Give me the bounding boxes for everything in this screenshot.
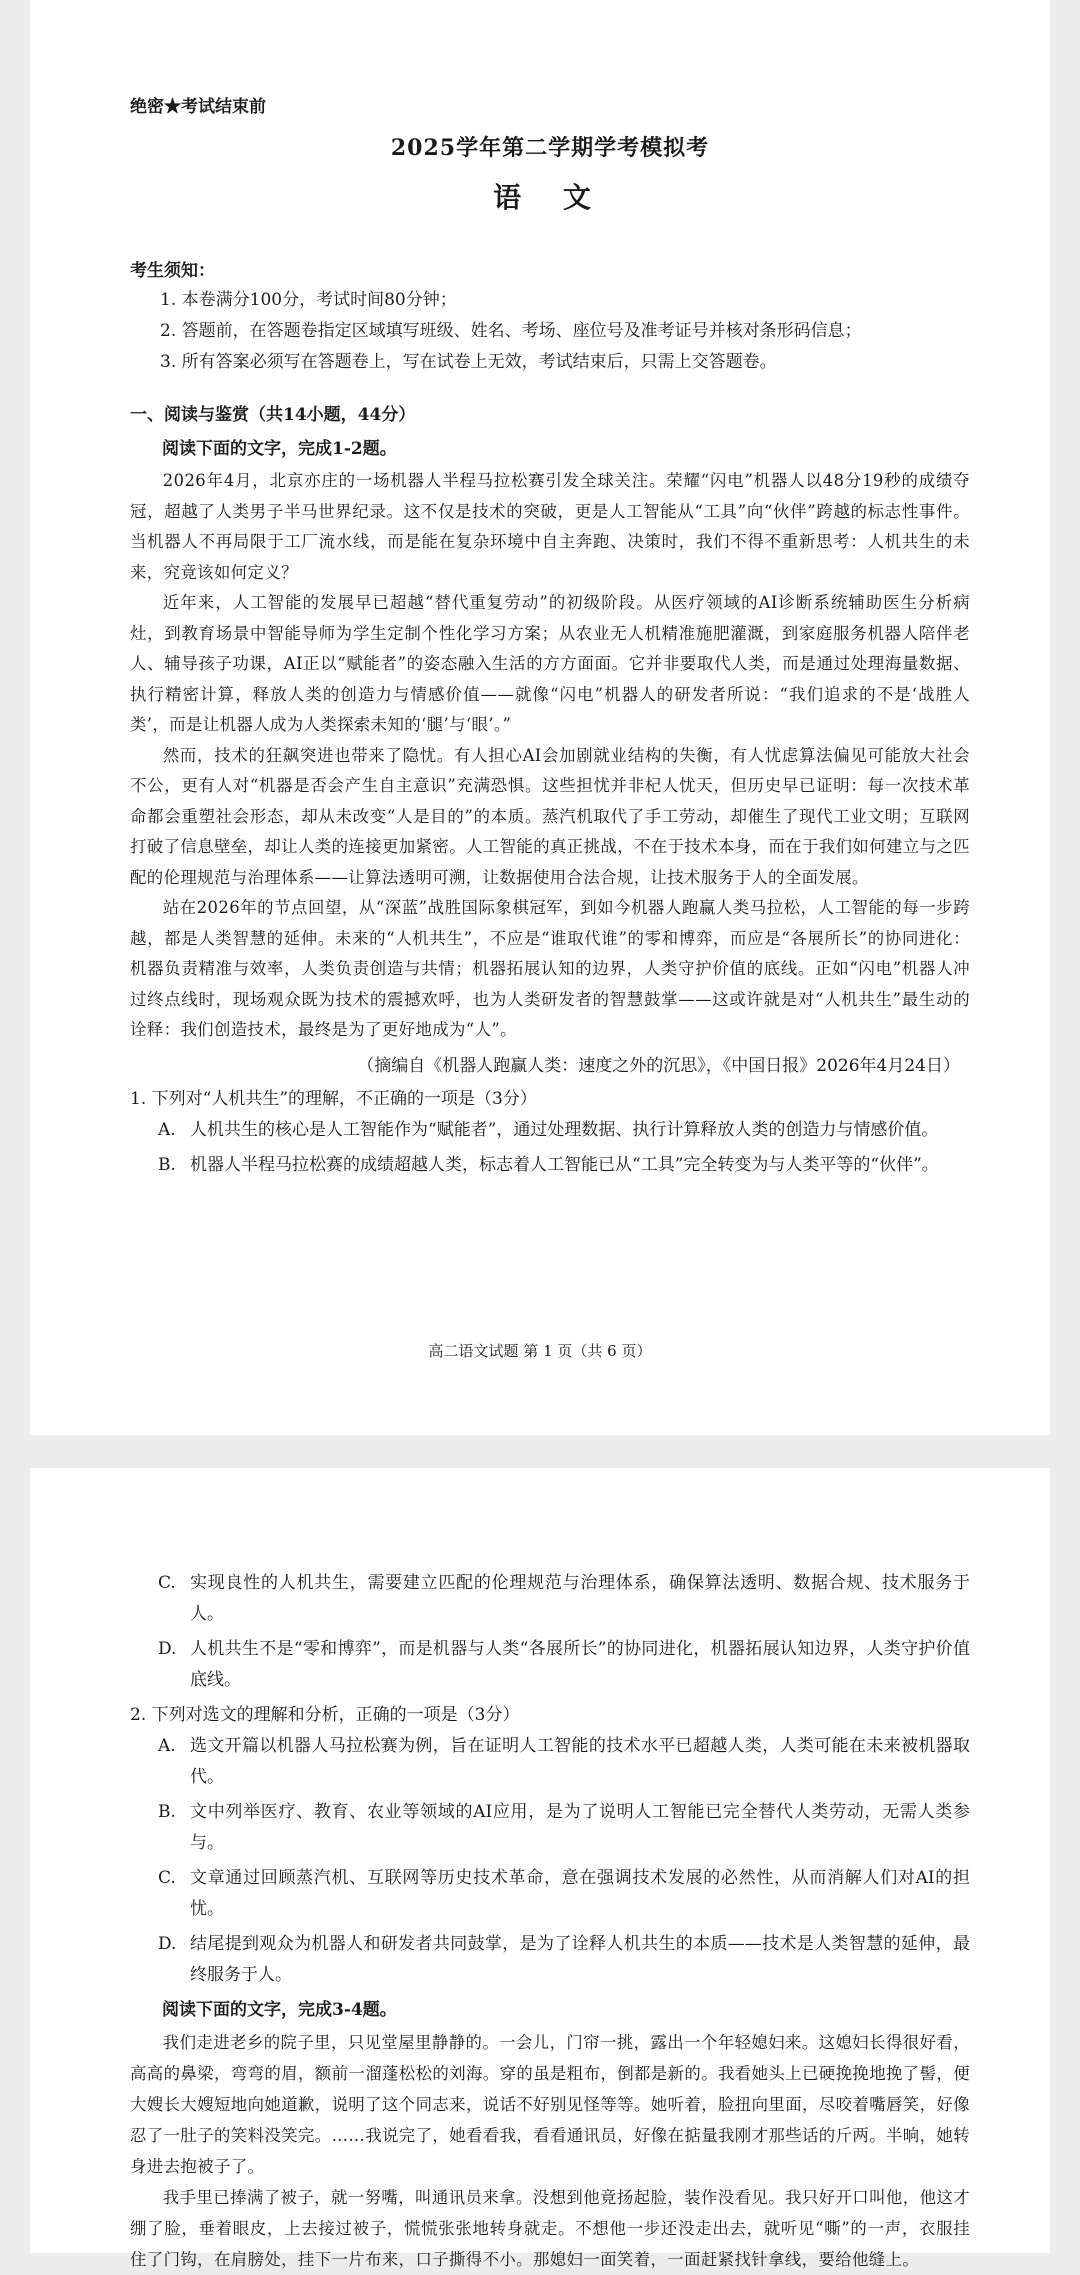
notice-item: 1. 本卷满分100分，考试时间80分钟； [160, 290, 457, 310]
passage-paragraph: 我手里已捧满了被子，就一努嘴，叫通讯员来拿。没想到他竟扬起脸，装作没看见。我只好开口叫他，他这才绷了脸，垂着眼皮，上去接过被子，慌慌张张地转身就走。不想他一步还没走出去，就听见“嘶”的一声，衣服挂住了门钩，在肩膀处，挂下一片布来，口子撕得不小。那媳妇一面笑着，一面赶紧找针拿线，要给他缝上。 [130, 2188, 970, 2269]
passage-source: （摘编自《机器人跑赢人类：速度之外的沉思》，《中国日报》2026年4月24日） [357, 1055, 960, 1076]
passage-paragraph: 2026年4月，北京亦庄的一场机器人半程马拉松赛引发全球关注。荣耀“闪电”机器人以48分19秒的成绩夺冠，超越了人类男子半马世界纪录。这不仅是技术的突破，更是人工智能从“工具”向“伙伴”跨越的标志性事件。当机器人不再局限于工厂流水线，而是能在复杂环境中自主奔跑、决策时，我们不得不重新思考：人机共生的未来，究竟该如何定义？ [130, 471, 970, 582]
question-1-option-c [158, 1568, 970, 1630]
confidential-mark: 绝密★考试结束前 [130, 97, 266, 117]
section-title: 一、阅读与鉴赏（共14小题，44分） [130, 405, 416, 425]
exam-title: 2025学年第二学期学考模拟考 [390, 135, 710, 161]
option-text: 人机共生的核心是人工智能作为“赋能者”，通过处理数据、执行计算释放人类的创造力与情感价值。 [190, 1119, 939, 1140]
option-text: 结尾提到观众为机器人和研发者共同鼓掌，是为了诠释人机共生的本质——技术是人类智慧的延伸，最终服务于人。 [190, 1934, 970, 1985]
option-text: 文章通过回顾蒸汽机、互联网等历史技术革命，意在强调技术发展的必然性，从而消解人们对AI的担忧。 [190, 1868, 970, 1919]
notice-item: 2. 答题前，在答题卷指定区域填写班级、姓名、考场、座位号及准考证号并核对条形码信息； [160, 321, 862, 341]
question-2-option-c [158, 1863, 970, 1925]
option-label: D. [158, 1934, 177, 1954]
exam-page-2 [30, 1468, 1050, 2269]
question-2-option-a [158, 1731, 970, 1793]
option-label: A. [158, 1119, 176, 1140]
question-1-option-a [158, 1115, 970, 1146]
option-label: A. [158, 1736, 176, 1756]
option-label: D. [158, 1639, 177, 1659]
exam-page-1 [30, 0, 1050, 1435]
question-1-option-d [158, 1634, 970, 1696]
option-text: 机器人半程马拉松赛的成绩超越人类，标志着人工智能已从“工具”完全转变为与人类平等的“伙伴”。 [190, 1154, 939, 1175]
notice-item: 3. 所有答案必须写在答题卷上，写在试卷上无效，考试结束后，只需上交答题卷。 [160, 352, 777, 372]
reading-instruction: 阅读下面的文字，完成3-4题。 [162, 2000, 397, 2020]
option-text: 人机共生不是“零和博弈”，而是机器与人类“各展所长”的协同进化，机器拓展认知边界，人类守护价值底线。 [190, 1639, 970, 1690]
question-1-option-b [158, 1150, 970, 1181]
option-label: B. [158, 1154, 176, 1175]
reading-passage-2 [130, 2027, 970, 2275]
option-text: 实现良性的人机共生，需要建立匹配的伦理规范与治理体系，确保算法透明、数据合规、技术服务于人。 [190, 1573, 970, 1624]
passage-paragraph: 站在2026年的节点回望，从“深蓝”战胜国际象棋冠军，到如今机器人跑赢人类马拉松，人工智能的每一步跨越，都是人类智慧的延伸。未来的“人机共生”，不应是“谁取代谁”的零和博弈，而应是“各展所长”的协同进化：机器负责精准与效率，人类负责创造与共情；机器拓展认知的边界，人类守护价值的底线。正如“闪电”机器人冲过终点线时，现场观众既为技术的震撼欢呼，也为人类研发者的智慧鼓掌——这或许就是对“人机共生”最生动的诠释：我们创造技术，最终是为了更好地成为“人”。 [130, 898, 970, 1039]
passage-paragraph: 然而，技术的狂飙突进也带来了隐忧。有人担心AI会加剧就业结构的失衡，有人忧虑算法偏见可能放大社会不公，更有人对“机器是否会产生自主意识”充满恐惧。这些担忧并非杞人忧天，但历史早已证明：每一次技术革命都会重塑社会形态，却从未改变“人是目的”的本质。蒸汽机取代了手工劳动，却催生了现代工业文明；互联网打破了信息壁垒，却让人类的连接更加紧密。人工智能的真正挑战，不在于技术本身，而在于我们如何建立与之匹配的伦理规范与治理体系——让算法透明可溯，让数据使用合法合规，让技术服务于人的全面发展。 [130, 745, 970, 887]
question-2-stem: 2. 下列对选文的理解和分析，正确的一项是（3分） [130, 1705, 520, 1725]
option-text: 文中列举医疗、教育、农业等领域的AI应用，是为了说明人工智能已完全替代人类劳动，无需人类参与。 [190, 1802, 970, 1853]
reading-passage [130, 466, 970, 1046]
option-label: C. [158, 1573, 176, 1593]
page-footer: 高二语文试题 第 1 页（共 6 页） [428, 1342, 652, 1360]
question-2-option-b [158, 1797, 970, 1859]
notice-title: 考生须知： [130, 261, 215, 281]
option-text: 选文开篇以机器人马拉松赛为例，旨在证明人工智能的技术水平已超越人类，人类可能在未来被机器取代。 [190, 1736, 970, 1787]
option-label: B. [158, 1802, 176, 1822]
reading-instruction: 阅读下面的文字，完成1-2题。 [162, 439, 397, 459]
subject-title: 语 文 [493, 181, 607, 214]
option-label: C. [158, 1868, 176, 1888]
passage-paragraph: 近年来，人工智能的发展早已超越“替代重复劳动”的初级阶段。从医疗领域的AI诊断系统辅助医生分析病灶，到教育场景中智能导师为学生定制个性化学习方案；从农业无人机精准施肥灌溉，到家庭服务机器人陪伴老人、辅导孩子功课，AI正以“赋能者”的姿态融入生活的方方面面。它并非要取代人类，而是通过处理海量数据、执行精密计算，释放人类的创造力与情感价值——就像“闪电”机器人的研发者所说：“我们追求的不是‘战胜人类’，而是让机器人成为人类探索未知的‘腿’与‘眼’。” [130, 593, 970, 734]
passage-paragraph: 我们走进老乡的院子里，只见堂屋里静静的。一会儿，门帘一挑，露出一个年轻媳妇来。这媳妇长得很好看，高高的鼻梁，弯弯的眉，额前一溜蓬松松的刘海。穿的虽是粗布，倒都是新的。我看她头上已硬挽挽地挽了髻，便大嫂长大嫂短地向她道歉，说明了这个同志来，说话不好别见怪等等。她听着，脸扭向里面，尽咬着嘴唇笑，好像忍了一肚子的笑料没笑完。……我说完了，她看看我，看看通讯员，好像在掂量我刚才那些话的斤两。半晌，她转身进去抱被子了。 [130, 2033, 970, 2176]
question-1-stem: 1. 下列对“人机共生”的理解，不正确的一项是（3分） [130, 1088, 537, 1109]
question-2-option-d [158, 1929, 970, 1991]
